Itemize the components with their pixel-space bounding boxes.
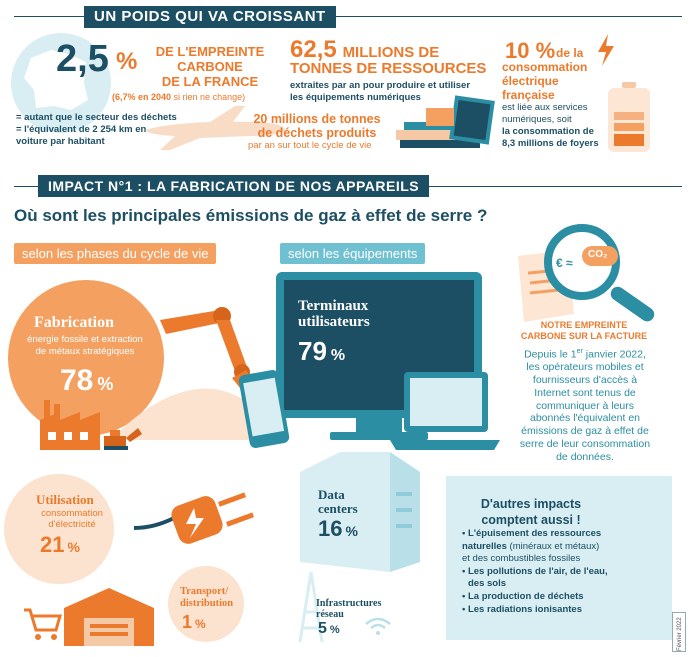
warehouse-icon: [64, 588, 154, 651]
carbon-label: DE L'EMPREINTE CARBONE DE LA FRANCE: [155, 44, 265, 89]
utilisation-title: Utilisation: [36, 492, 94, 507]
tab-equipements: selon les équipements: [280, 243, 425, 264]
co2-label: CO₂: [588, 249, 608, 260]
laptop-icon: [390, 370, 500, 461]
other-impacts-title: D'autres impacts comptent aussi !: [480, 497, 582, 527]
terminaux-value: 79 %: [298, 336, 346, 366]
terminaux-title: Terminaux utilisateurs: [298, 298, 370, 330]
facture-text: Depuis le 1er janvier 2022, les opérateurs mobiles et fournisseurs d'accès à Internet sont tenus de communiquer à leurs abonnés l'équivalent en émissions de gaz à effet de serre de leur consommation de données.: [519, 348, 651, 463]
electric-value: 10 %: [505, 38, 556, 63]
lightning-icon: [596, 34, 616, 71]
infra-title: Infrastructures réseau: [316, 598, 382, 620]
waste-label: 20 millions de tonnes de déchets produits: [253, 112, 381, 140]
waste-sub: par an sur tout le cycle de vie: [248, 140, 372, 151]
carbon-value: 2,5: [56, 38, 109, 80]
electric-l1: de la: [556, 46, 584, 60]
plug-icon: [134, 478, 274, 563]
datacenter-value: 16 %: [318, 516, 358, 541]
device-pile-icon: [396, 92, 500, 154]
electric-sub: est liée aux services numériques, soit la consommation de 8,3 millions de foyers: [502, 102, 599, 149]
facture-heading: NOTRE EMPREINTE CARBONE SUR LA FACTURE: [520, 320, 648, 341]
wifi-icon: [364, 616, 392, 641]
magnifier-icon: [538, 222, 668, 327]
fabrication-title: Fabrication: [34, 314, 114, 331]
resources-sub: extraites par an pour produire et utiliser les équipements numériques: [290, 80, 471, 103]
fabrication-value: 78 %: [60, 364, 114, 397]
datacenter-title: Data centers: [318, 487, 358, 516]
electric-label: consommation électrique française: [502, 60, 588, 102]
transport-value: 1 %: [182, 612, 206, 632]
utilisation-value: 21 %: [40, 532, 80, 557]
carbon-equivalences: = autant que le secteur des déchets = l'équivalent de 2 254 km en voiture par habitant: [16, 112, 177, 147]
carbon-note: (6,7% en 2040 si rien ne change): [112, 92, 246, 102]
battery-icon: [606, 82, 652, 159]
banner-impact: IMPACT N°1 : LA FABRICATION DE NOS APPAREILS: [38, 175, 429, 197]
euro-wifi-icon: € ≈: [556, 256, 573, 270]
factory-icon: [40, 400, 106, 455]
other-impacts-list: • L'épuisement des ressources naturelles (minéraux et métaux) et des combustibles fossiles • Les pollutions de l'air, de l'eau, des sols • La production de déchets • Les radiations ionisantes: [462, 528, 608, 615]
resources-value: 62,5 MILLIONS DE: [290, 36, 440, 63]
carbon-unit: %: [116, 48, 138, 75]
question-title: Où sont les principales émissions de gaz à effet de serre ?: [14, 206, 488, 225]
infra-value: 5 %: [318, 620, 340, 637]
tab-phases: selon les phases du cycle de vie: [14, 243, 216, 264]
date-label: Février 2022: [672, 612, 686, 652]
cart-icon: [22, 606, 62, 647]
fabrication-desc: énergie fossile et extraction de métaux stratégiques: [27, 334, 143, 357]
transport-title: Transport/ distribution: [180, 586, 234, 609]
excavator-icon: [104, 426, 144, 455]
resources-label: TONNES DE RESSOURCES: [290, 60, 487, 77]
banner-top: UN POIDS QUI VA CROISSANT: [84, 6, 336, 28]
utilisation-desc: consommation d'électricité: [41, 508, 103, 530]
